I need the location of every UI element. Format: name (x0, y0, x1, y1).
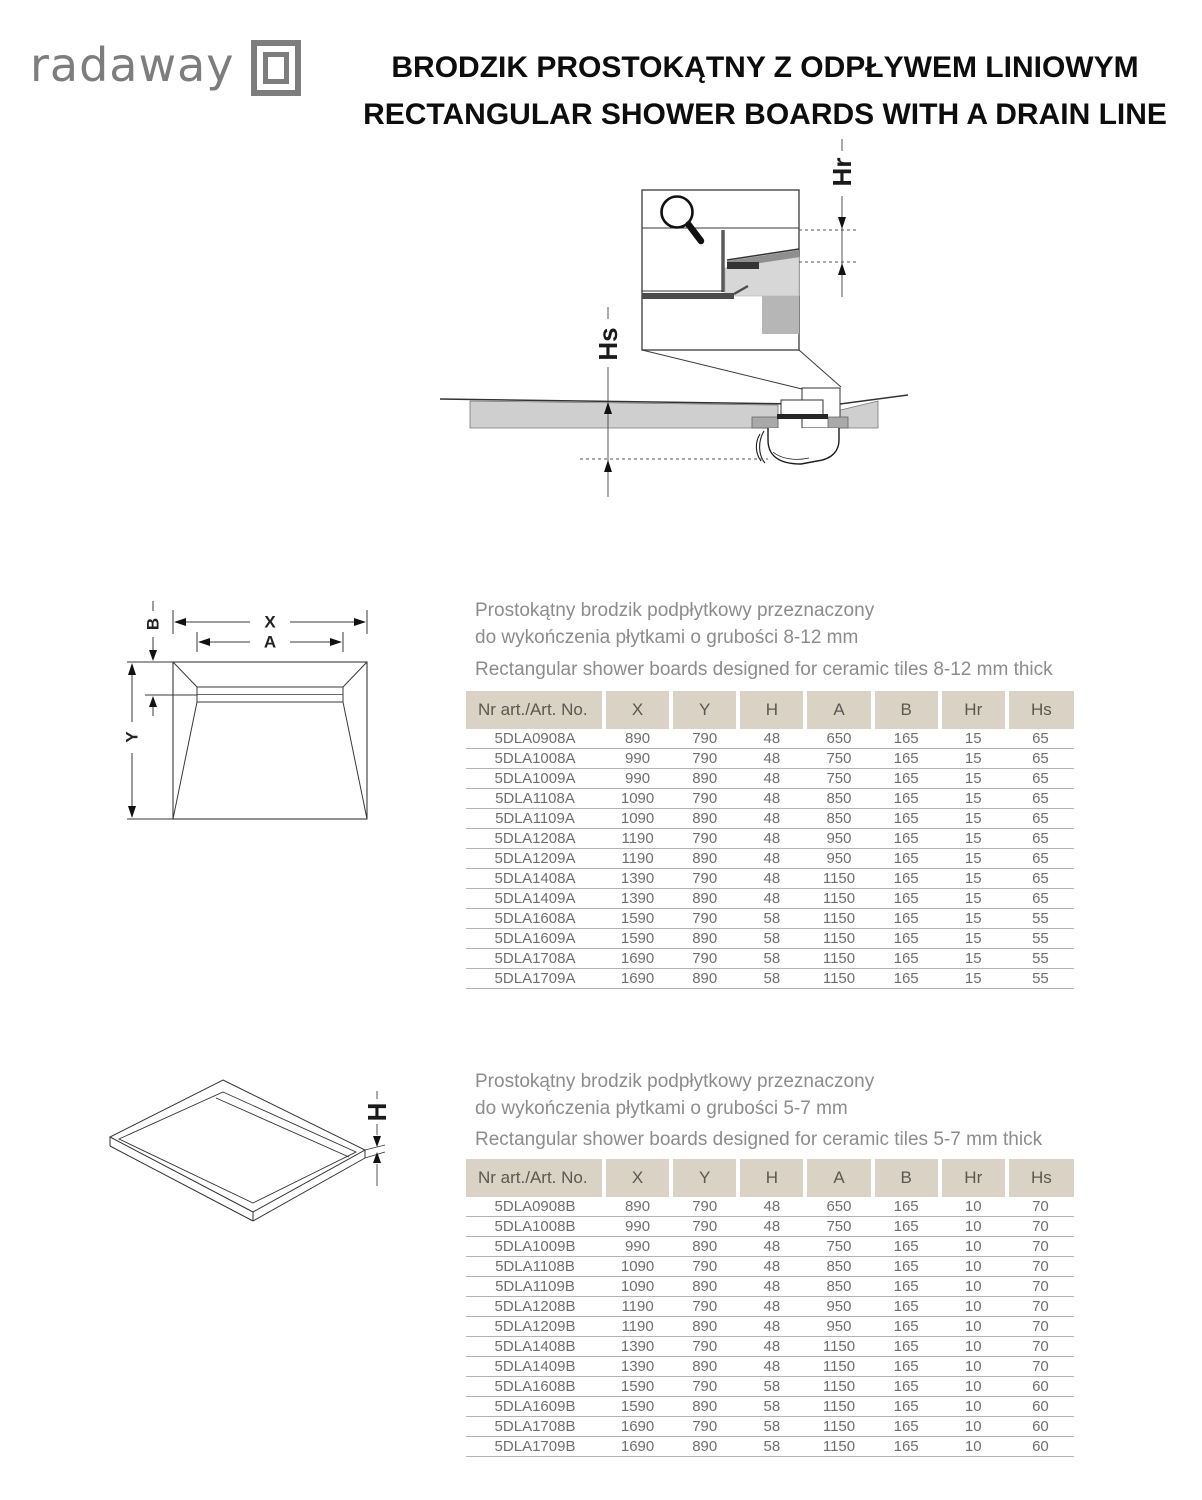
table-row: 5DLA1208B 1190 790 48 950 165 10 70 (466, 1297, 1074, 1317)
column-header: H (738, 1159, 805, 1197)
column-header: X (604, 1159, 671, 1197)
table-row: 5DLA1109B 1090 890 48 850 165 10 70 (466, 1277, 1074, 1297)
h-label: H (362, 1102, 392, 1122)
table-row: 5DLA1709B 1690 890 58 1150 165 10 60 (466, 1437, 1074, 1457)
section2-description-pl: Prostokątny brodzik podpłytkowy przeznaczony do wykończenia płytkami o grubości 5-7 mm (475, 1071, 875, 1119)
table-row: 5DLA1708A 1690 790 58 1150 165 15 55 (466, 949, 1074, 969)
column-header: Nr art./Art. No. (466, 691, 604, 729)
b-label: B (143, 617, 163, 631)
table-row: 5DLA1609B 1590 890 58 1150 165 10 60 (466, 1397, 1074, 1417)
table-row: 5DLA1608A 1590 790 58 1150 165 15 55 (466, 909, 1074, 929)
page-title-pl: BRODZIK PROSTOKĄTNY Z ODPŁYWEM LINIOWYM (391, 51, 1139, 84)
table-row: 5DLA1709A 1690 890 58 1150 165 15 55 (466, 969, 1074, 989)
table-row: 5DLA1209A 1190 890 48 950 165 15 65 (466, 849, 1074, 869)
x-label: X (264, 612, 276, 632)
table-row: 5DLA1408A 1390 790 48 1150 165 15 65 (466, 869, 1074, 889)
table-header-row (466, 1159, 1074, 1197)
table-row: 5DLA1608B 1590 790 58 1150 165 10 60 (466, 1377, 1074, 1397)
table-row: 5DLA1408B 1390 790 48 1150 165 10 70 (466, 1337, 1074, 1357)
hr-label: Hr (827, 157, 857, 187)
column-header: Hs (1007, 691, 1074, 729)
column-header: Hr (940, 691, 1007, 729)
page-title (355, 44, 1175, 138)
dimension-hr (799, 139, 857, 297)
table-row: 5DLA1409A 1390 890 48 1150 165 15 65 (466, 889, 1074, 909)
section1-description-en: Rectangular shower boards designed for ceramic tiles 8-12 mm thick (475, 659, 1053, 680)
radaway-logo-text: radaway (30, 38, 235, 92)
column-header: A (805, 1159, 872, 1197)
hs-label: Hs (593, 327, 623, 361)
table-row: 5DLA0908B 890 790 48 650 165 10 70 (466, 1197, 1074, 1217)
table-row: 5DLA1108A 1090 790 48 850 165 15 65 (466, 789, 1074, 809)
table-row: 5DLA1009B 990 890 48 750 165 10 70 (466, 1237, 1074, 1257)
spec-table-8-12mm (466, 691, 1074, 989)
column-header: H (738, 691, 805, 729)
table-row: 5DLA1708B 1690 790 58 1150 165 10 60 (466, 1417, 1074, 1437)
column-header: Hs (1007, 1159, 1074, 1197)
table-row: 5DLA1108B 1090 790 48 850 165 10 70 (466, 1257, 1074, 1277)
column-header: A (805, 691, 872, 729)
radaway-logo-inner-square (263, 52, 289, 84)
table-row: 5DLA1008A 990 790 48 750 165 15 65 (466, 749, 1074, 769)
column-header: Hr (940, 1159, 1007, 1197)
top-view-diagram (100, 585, 420, 835)
drain-cross-section-diagram (420, 132, 940, 510)
spec-table-5-7mm (466, 1159, 1074, 1457)
column-header: Y (671, 1159, 738, 1197)
radaway-logo-square-icon (251, 40, 301, 96)
table-row: 5DLA0908A 890 790 48 650 165 15 65 (466, 729, 1074, 749)
table-row: 5DLA1609A 1590 890 58 1150 165 15 55 (466, 929, 1074, 949)
page-title-en: RECTANGULAR SHOWER BOARDS WITH A DRAIN LINE (363, 98, 1167, 131)
column-header: B (873, 691, 940, 729)
table-row: 5DLA1209B 1190 890 48 950 165 10 70 (466, 1317, 1074, 1337)
section2-description-en: Rectangular shower boards designed for ceramic tiles 5-7 mm thick (475, 1129, 1043, 1150)
column-header: Y (671, 691, 738, 729)
table-row: 5DLA1109A 1090 890 48 850 165 15 65 (466, 809, 1074, 829)
table-header-row (466, 691, 1074, 729)
column-header: B (873, 1159, 940, 1197)
radaway-logo (30, 40, 301, 96)
table-row: 5DLA1409B 1390 890 48 1150 165 10 70 (466, 1357, 1074, 1377)
a-label: A (263, 632, 277, 652)
isometric-board-diagram (75, 1062, 405, 1292)
table-row: 5DLA1208A 1190 790 48 950 165 15 65 (466, 829, 1074, 849)
drain-grate-section (727, 262, 759, 269)
column-header: X (604, 691, 671, 729)
y-label: Y (122, 731, 142, 743)
table-row: 5DLA1009A 990 890 48 750 165 15 65 (466, 769, 1074, 789)
table-row: 5DLA1008B 990 790 48 750 165 10 70 (466, 1217, 1074, 1237)
column-header: Nr art./Art. No. (466, 1159, 604, 1197)
siphon-assembly (752, 388, 848, 464)
section1-description-pl: Prostokątny brodzik podpłytkowy przeznaczony do wykończenia płytkami o grubości 8-12 mm (475, 600, 875, 648)
